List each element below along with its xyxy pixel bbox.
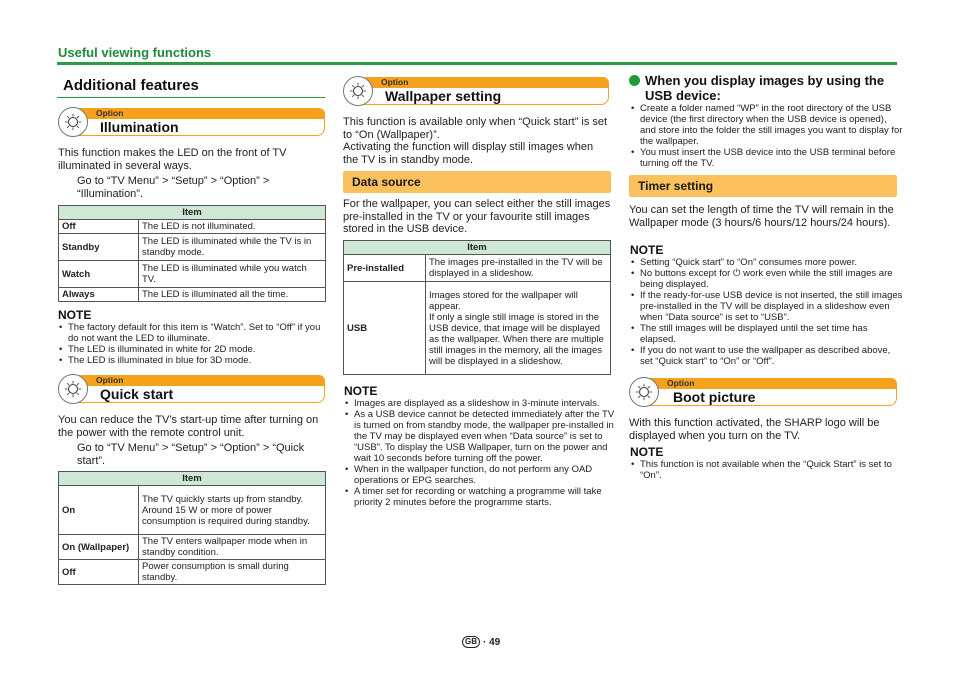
data-source-table bbox=[343, 240, 611, 375]
table-row: Off The LED is not illuminated. bbox=[59, 220, 326, 234]
wallpaper-desc-2: Activating the function will display still images when the TV is in standby mode. bbox=[343, 141, 594, 166]
illumination-menu-path: Go to “TV Menu” > “Setup” > “Option” > “Illumination”. bbox=[77, 175, 270, 200]
list-item: • The LED is illuminated in white for 2D mode. bbox=[68, 344, 330, 355]
data-source-bar: Data source bbox=[343, 171, 611, 193]
list-item: • When in the wallpaper function, do not perform any OAD operations or EPG searches. bbox=[354, 464, 618, 486]
list-item: • The still images will be displayed until the set time has elapsed. bbox=[640, 323, 905, 345]
list-item: • The factory default for this item is “Watch”. Set to “Off” if you do not want the LED to illuminate. bbox=[68, 322, 330, 344]
usb-heading-text: When you display images by using the USB device: bbox=[645, 73, 885, 103]
list-item: • This function is not available when the “Quick Start” is set to “On”. bbox=[640, 459, 905, 481]
boot-picture-desc: With this function activated, the SHARP logo will be displayed when you turn on the TV. bbox=[629, 417, 880, 442]
list-item: • Setting “Quick start” to “On” consumes more power. bbox=[640, 257, 905, 268]
boot-picture-badge bbox=[629, 377, 897, 409]
list-item: • Create a folder named “WP” in the root directory of the USB device (the first directory when the USB device is opened), and store into the folder the still images you want to display for the wallpaper. bbox=[640, 103, 905, 147]
header-rule bbox=[57, 62, 897, 65]
heading-rule bbox=[57, 97, 325, 98]
setup-icon bbox=[343, 76, 373, 106]
quick-start-badge bbox=[58, 374, 325, 406]
note-heading: NOTE bbox=[630, 243, 664, 257]
illumination-table bbox=[58, 205, 326, 302]
usb-heading bbox=[629, 73, 897, 103]
setup-icon bbox=[58, 107, 88, 137]
list-item: • If you do not want to use the wallpaper as described above, set “Quick start” to “On” or “Off”. bbox=[640, 345, 905, 367]
usb-notes bbox=[630, 103, 905, 169]
quick-start-title: Quick start bbox=[100, 386, 174, 402]
list-item: • If the ready-for-use USB device is not inserted, the still images pre-installed in the TV will be displayed in a slideshow even when “Data source” is set to “USB”. bbox=[640, 290, 905, 323]
illumination-desc: This function makes the LED on the front of TV illuminated in several ways. bbox=[58, 147, 287, 172]
setup-icon bbox=[629, 377, 659, 407]
illumination-badge bbox=[58, 107, 325, 139]
table-row: On (Wallpaper) The TV enters wallpaper mode when in standby condition. bbox=[59, 535, 326, 560]
table-row: Standby The LED is illuminated while the TV is in standby mode. bbox=[59, 234, 326, 261]
timer-setting-bar: Timer setting bbox=[629, 175, 897, 197]
option-tag: Option bbox=[643, 378, 897, 388]
table-row: Off Power consumption is small during standby. bbox=[59, 560, 326, 585]
table-row: USB Images stored for the wallpaper will appear. If only a single still image is stored in the USB device, that image will be displayed as the wallpaper. When there are multiple still images in the memory, all the images will be displayed in a slideshow. bbox=[344, 282, 611, 375]
section-title: Useful viewing functions bbox=[58, 45, 212, 60]
quick-start-menu-path: Go to “TV Menu” > “Setup” > “Option” > “Quick start”. bbox=[77, 442, 305, 467]
table-row: Always The LED is illuminated all the time. bbox=[59, 288, 326, 302]
table-row: On The TV quickly starts up from standby. Around 15 W or more of power consumption is required during standby. bbox=[59, 486, 326, 535]
page-number bbox=[462, 636, 500, 648]
illumination-title: Illumination bbox=[100, 119, 179, 135]
option-tag: Option bbox=[72, 108, 325, 118]
table-header: Item bbox=[59, 472, 326, 486]
table-header: Item bbox=[59, 206, 326, 220]
wallpaper-desc-1: This function is available only when “Quick start” is set to “On (Wallpaper)”. bbox=[343, 116, 608, 141]
quick-start-table bbox=[58, 471, 326, 585]
bullet-icon bbox=[629, 75, 640, 86]
option-tag: Option bbox=[357, 77, 609, 87]
table-row: Watch The LED is illuminated while you watch TV. bbox=[59, 261, 326, 288]
illumination-notes bbox=[58, 322, 330, 366]
setup-icon bbox=[58, 374, 88, 404]
note-heading: NOTE bbox=[344, 384, 378, 398]
wallpaper-badge bbox=[343, 76, 609, 108]
list-item: • As a USB device cannot be detected immediately after the TV is turned on from standby mode, the wallpaper pre-installed in the TV may be displayed even when “Data source” is set to “USB”. To display the USB Wallpaper, turn on the power and wait 10 seconds before turning off the power. bbox=[354, 409, 618, 464]
boot-picture-title: Boot picture bbox=[673, 389, 756, 405]
region-badge: GB bbox=[462, 636, 480, 648]
quick-start-desc: You can reduce the TV’s start-up time after turning on the power with the remote control unit. bbox=[58, 414, 319, 439]
option-tag: Option bbox=[72, 375, 325, 385]
timer-desc: You can set the length of time the TV will remain in the Wallpaper mode (3 hours/6 hours/12 hours/24 hours). bbox=[629, 204, 894, 229]
page-number-text: · 49 bbox=[483, 636, 501, 648]
note-heading: NOTE bbox=[630, 445, 664, 459]
boot-notes bbox=[630, 459, 905, 481]
page-heading: Additional features bbox=[63, 77, 199, 94]
note-heading: NOTE bbox=[58, 308, 92, 322]
list-item: • Images are displayed as a slideshow in 3-minute intervals. bbox=[354, 398, 618, 409]
table-row: Pre-installed The images pre-installed in the TV will be displayed in a slideshow. bbox=[344, 255, 611, 282]
data-source-desc: For the wallpaper, you can select either the still images pre-installed in the TV or your favourite still images stored in the USB device. bbox=[343, 198, 611, 235]
list-item: • No buttons except for ⏻ work even while the still images are being displayed. bbox=[640, 268, 905, 290]
wallpaper-notes bbox=[344, 398, 618, 508]
table-header: Item bbox=[344, 241, 611, 255]
timer-notes bbox=[630, 257, 905, 367]
list-item: • A timer set for recording or watching a programme will take priority 2 minutes before the programme starts. bbox=[354, 486, 618, 508]
wallpaper-title: Wallpaper setting bbox=[385, 88, 502, 104]
list-item: • You must insert the USB device into the USB terminal before turning off the TV. bbox=[640, 147, 905, 169]
list-item: • The LED is illuminated in blue for 3D mode. bbox=[68, 355, 330, 366]
